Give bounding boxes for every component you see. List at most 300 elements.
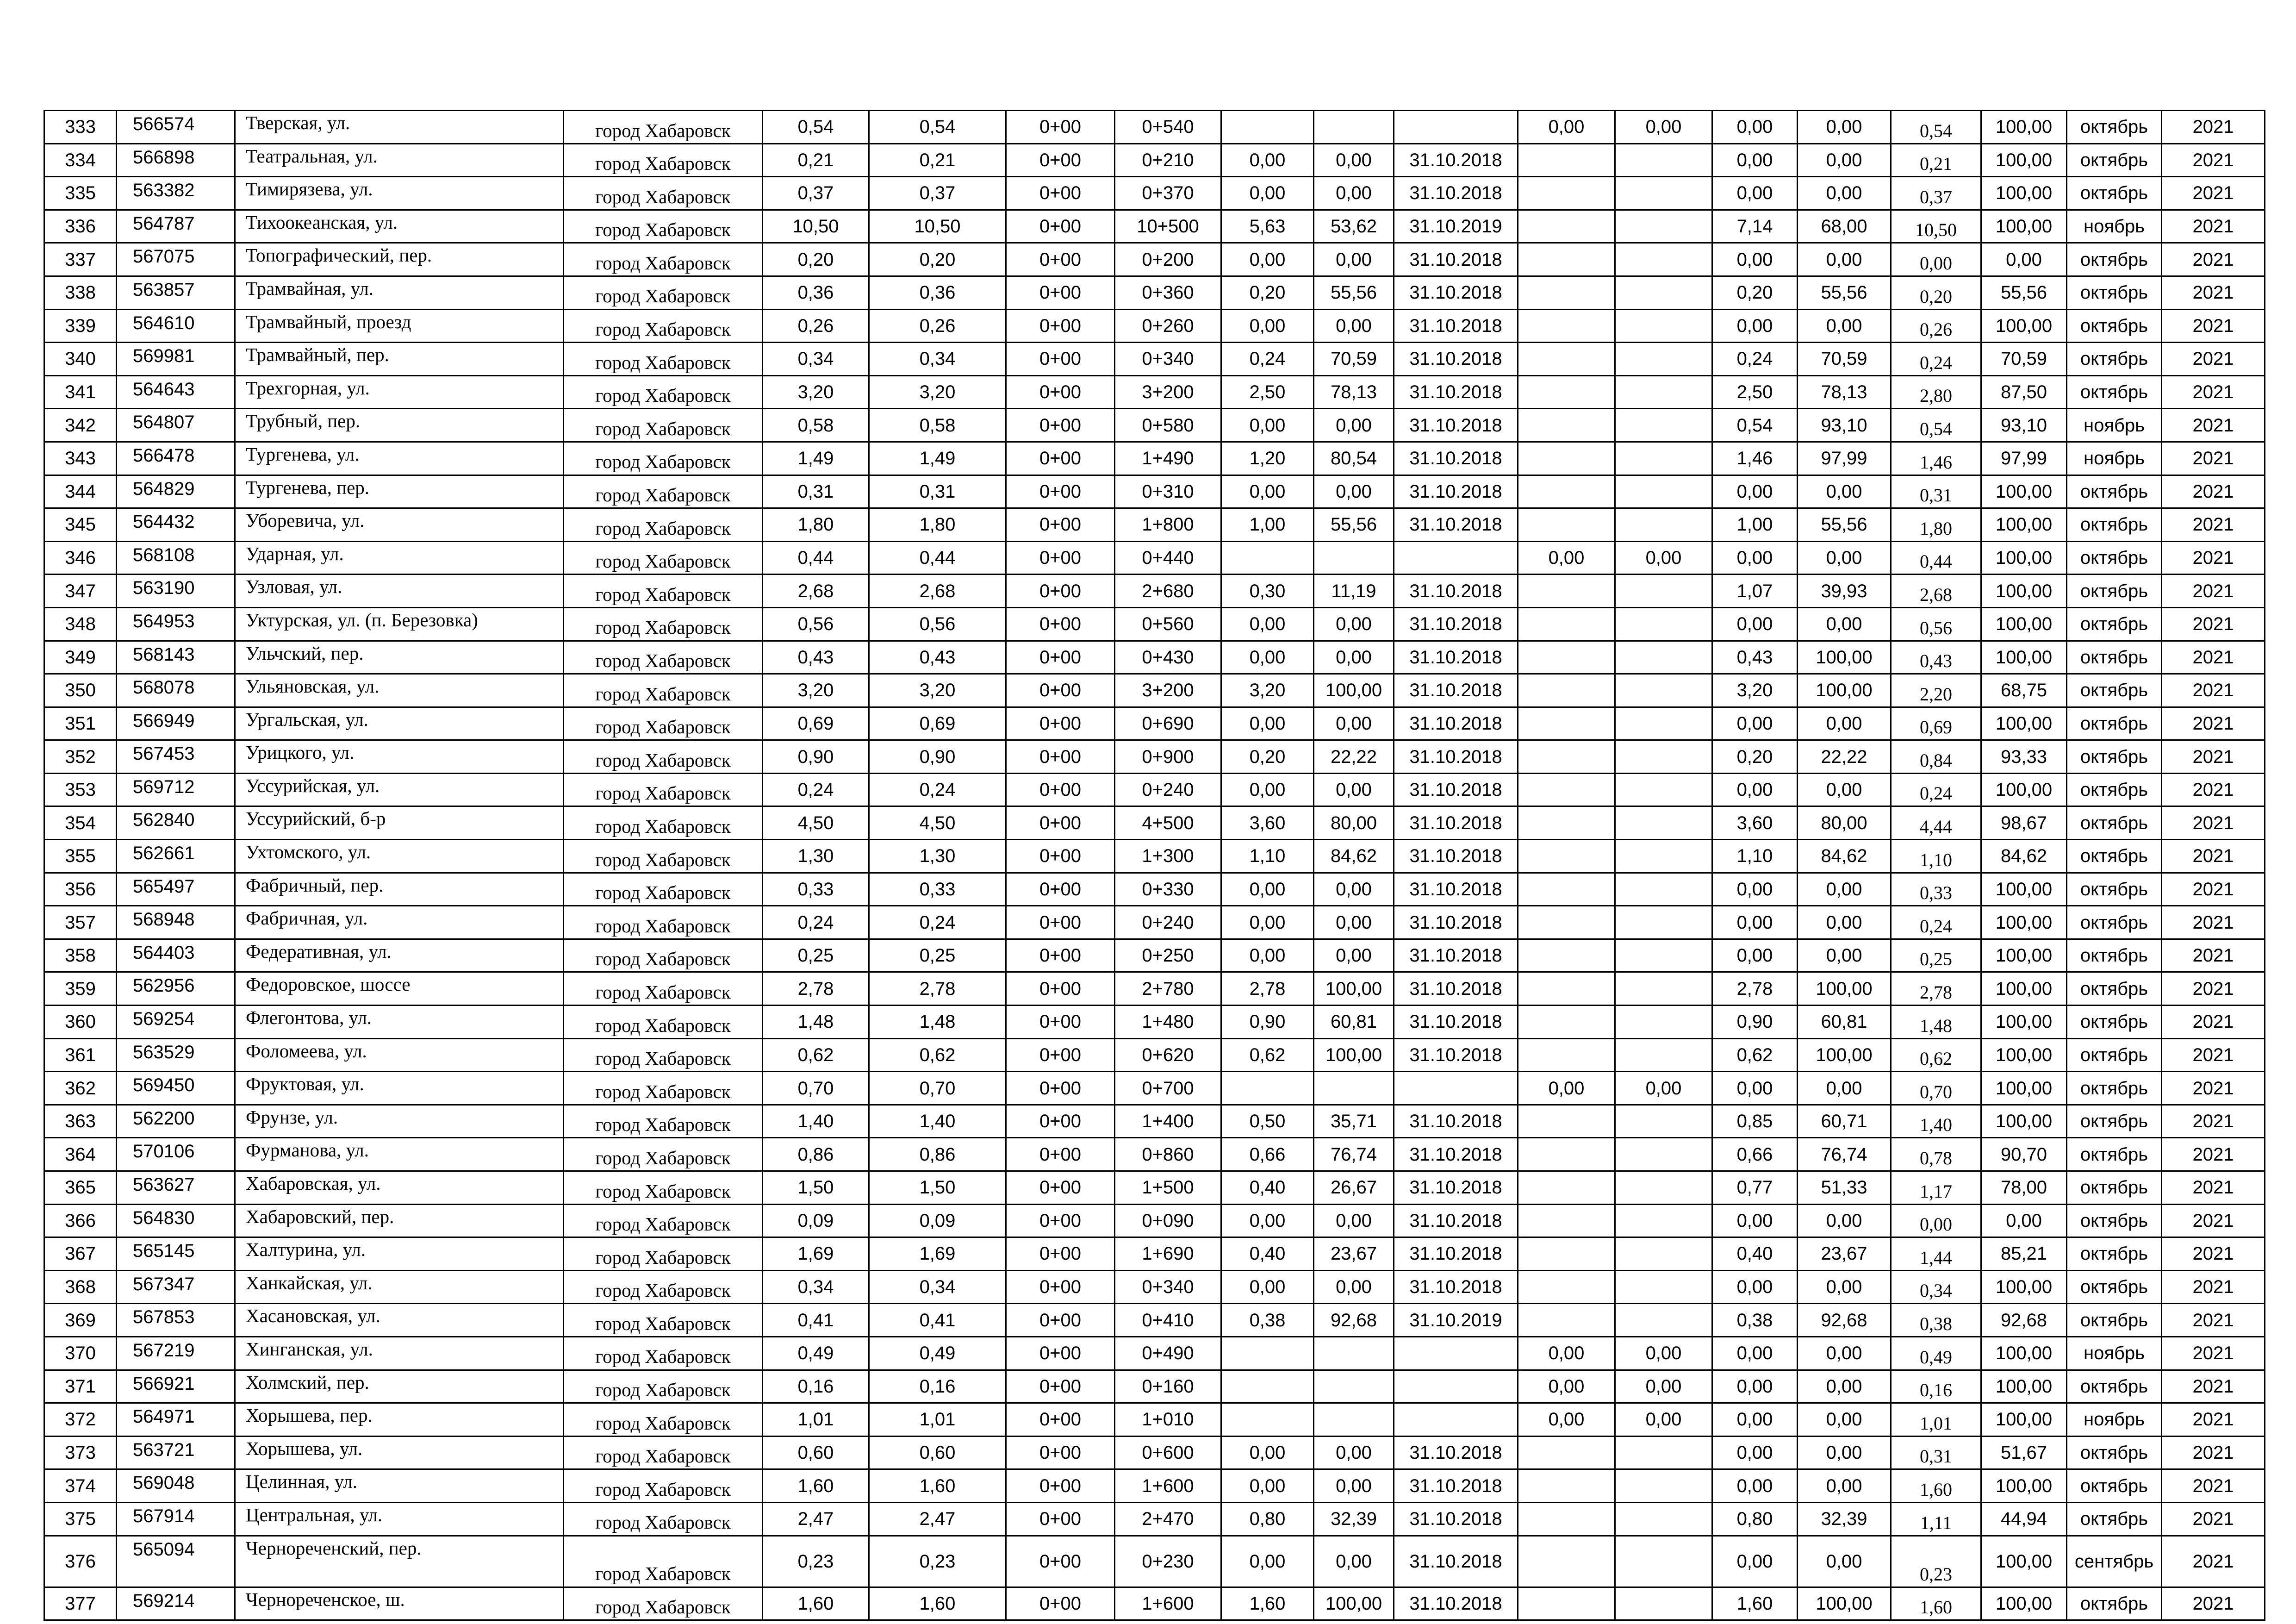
cell-row-number: 370: [44, 1337, 117, 1370]
cell-value-l: 0,00: [1518, 1403, 1615, 1437]
table-row: [44, 508, 2265, 542]
cell-value-m: [1615, 1304, 1712, 1337]
table-row: [44, 641, 2265, 674]
cell-value-p: 2,78: [1891, 972, 1981, 1006]
cell-percent-j: 100,00: [1314, 1038, 1394, 1072]
cell-road-id: 568948: [117, 906, 235, 939]
cell-month: октябрь: [2067, 773, 2162, 806]
cell-road-id: 564953: [117, 607, 235, 641]
cell-year: 2021: [2162, 1072, 2265, 1105]
cell-percent-q: 100,00: [1981, 1337, 2067, 1370]
cell-percent-q: 93,10: [1981, 409, 2067, 442]
cell-percent-q: 100,00: [1981, 541, 2067, 575]
cell-city: город Хабаровск: [564, 177, 763, 210]
cell-total-length: 10,50: [763, 210, 869, 243]
cell-year: 2021: [2162, 243, 2265, 276]
cell-city: город Хабаровск: [564, 873, 763, 906]
cell-value-m: [1615, 144, 1712, 177]
cell-end-km: 0+160: [1115, 1370, 1221, 1403]
cell-month: октябрь: [2067, 972, 2162, 1006]
cell-month: октябрь: [2067, 1502, 2162, 1536]
cell-date-k: [1394, 111, 1518, 144]
cell-end-km: 2+780: [1115, 972, 1221, 1006]
cell-value-m: [1615, 707, 1712, 740]
cell-end-km: 0+240: [1115, 773, 1221, 806]
cell-value-n: 0,00: [1712, 1436, 1798, 1469]
cell-percent-q: 100,00: [1981, 1072, 2067, 1105]
cell-value-i: 2,50: [1221, 375, 1314, 409]
cell-value-p: 0,84: [1891, 740, 1981, 774]
cell-date-k: 31.10.2018: [1394, 972, 1518, 1006]
cell-length-b: 0,36: [869, 276, 1006, 309]
cell-year: 2021: [2162, 1204, 2265, 1237]
cell-city: город Хабаровск: [564, 1038, 763, 1072]
cell-total-length: 2,47: [763, 1502, 869, 1536]
cell-percent-o: 32,39: [1798, 1502, 1891, 1536]
cell-value-l: [1518, 740, 1615, 774]
cell-date-k: 31.10.2018: [1394, 375, 1518, 409]
cell-row-number: 374: [44, 1469, 117, 1503]
cell-value-n: 1,00: [1712, 508, 1798, 542]
cell-month: октябрь: [2067, 873, 2162, 906]
cell-value-m: 0,00: [1615, 1072, 1712, 1105]
cell-row-number: 339: [44, 309, 117, 343]
table-row: [44, 1587, 2265, 1620]
cell-value-p: 0,16: [1891, 1370, 1981, 1403]
cell-year: 2021: [2162, 111, 2265, 144]
cell-month: октябрь: [2067, 607, 2162, 641]
cell-percent-j: 53,62: [1314, 210, 1394, 243]
cell-percent-j: 0,00: [1314, 243, 1394, 276]
cell-value-n: 1,46: [1712, 442, 1798, 475]
cell-value-p: 0,56: [1891, 607, 1981, 641]
cell-value-m: [1615, 674, 1712, 707]
cell-year: 2021: [2162, 806, 2265, 840]
cell-percent-o: 68,00: [1798, 210, 1891, 243]
cell-value-l: [1518, 1469, 1615, 1503]
cell-month: ноябрь: [2067, 409, 2162, 442]
cell-value-m: [1615, 740, 1712, 774]
cell-value-l: [1518, 508, 1615, 542]
cell-value-n: 0,00: [1712, 1204, 1798, 1237]
cell-length-b: 0,62: [869, 1038, 1006, 1072]
cell-length-b: 1,49: [869, 442, 1006, 475]
cell-street-name: Чернореченский, пер.: [235, 1536, 564, 1587]
cell-row-number: 345: [44, 508, 117, 542]
cell-road-id: 567347: [117, 1270, 235, 1304]
cell-month: ноябрь: [2067, 1403, 2162, 1437]
cell-month: ноябрь: [2067, 442, 2162, 475]
cell-value-i: 0,00: [1221, 309, 1314, 343]
cell-percent-q: 100,00: [1981, 210, 2067, 243]
table-row: [44, 1105, 2265, 1138]
cell-percent-q: 68,75: [1981, 674, 2067, 707]
cell-year: 2021: [2162, 1469, 2265, 1503]
cell-value-l: [1518, 442, 1615, 475]
cell-value-i: [1221, 541, 1314, 575]
cell-city: город Хабаровск: [564, 243, 763, 276]
cell-value-n: 0,00: [1712, 906, 1798, 939]
cell-year: 2021: [2162, 343, 2265, 376]
cell-value-p: 1,48: [1891, 1006, 1981, 1039]
cell-street-name: Чернореченское, ш.: [235, 1587, 564, 1620]
cell-value-m: [1615, 840, 1712, 873]
cell-city: город Хабаровск: [564, 1072, 763, 1105]
cell-road-id: 569048: [117, 1469, 235, 1503]
cell-length-b: 0,69: [869, 707, 1006, 740]
cell-row-number: 360: [44, 1006, 117, 1039]
cell-year: 2021: [2162, 1006, 2265, 1039]
cell-row-number: 357: [44, 906, 117, 939]
cell-value-n: 0,00: [1712, 177, 1798, 210]
cell-row-number: 353: [44, 773, 117, 806]
cell-value-m: [1615, 575, 1712, 608]
cell-road-id: 569214: [117, 1587, 235, 1620]
cell-percent-o: 0,00: [1798, 607, 1891, 641]
cell-city: город Хабаровск: [564, 740, 763, 774]
cell-road-id: 563721: [117, 1436, 235, 1469]
cell-start-km: 0+00: [1006, 541, 1115, 575]
cell-value-p: 0,69: [1891, 707, 1981, 740]
cell-value-l: [1518, 1171, 1615, 1205]
cell-month: сентябрь: [2067, 1536, 2162, 1587]
cell-month: октябрь: [2067, 1171, 2162, 1205]
cell-row-number: 337: [44, 243, 117, 276]
cell-percent-j: [1314, 1072, 1394, 1105]
cell-value-m: [1615, 409, 1712, 442]
cell-month: октябрь: [2067, 1138, 2162, 1171]
cell-length-b: 0,41: [869, 1304, 1006, 1337]
table-row: [44, 939, 2265, 972]
cell-city: город Хабаровск: [564, 1105, 763, 1138]
table-row: [44, 177, 2265, 210]
cell-value-l: [1518, 1138, 1615, 1171]
cell-row-number: 376: [44, 1536, 117, 1587]
cell-value-p: 0,31: [1891, 475, 1981, 508]
cell-start-km: 0+00: [1006, 1502, 1115, 1536]
cell-value-m: [1615, 1436, 1712, 1469]
cell-value-i: 0,00: [1221, 873, 1314, 906]
cell-percent-q: 97,99: [1981, 442, 2067, 475]
cell-length-b: 1,01: [869, 1403, 1006, 1437]
cell-value-i: [1221, 1072, 1314, 1105]
cell-value-p: 2,20: [1891, 674, 1981, 707]
cell-end-km: 0+620: [1115, 1038, 1221, 1072]
cell-value-l: [1518, 707, 1615, 740]
cell-percent-q: 44,94: [1981, 1502, 2067, 1536]
cell-value-i: 0,00: [1221, 641, 1314, 674]
cell-row-number: 336: [44, 210, 117, 243]
cell-start-km: 0+00: [1006, 707, 1115, 740]
table-row: [44, 707, 2265, 740]
cell-value-i: [1221, 1370, 1314, 1403]
cell-value-m: 0,00: [1615, 541, 1712, 575]
cell-value-m: [1615, 375, 1712, 409]
cell-month: октябрь: [2067, 1370, 2162, 1403]
cell-total-length: 0,69: [763, 707, 869, 740]
cell-length-b: 1,69: [869, 1237, 1006, 1271]
cell-percent-q: 100,00: [1981, 1370, 2067, 1403]
cell-value-p: 0,31: [1891, 1436, 1981, 1469]
cell-date-k: 31.10.2018: [1394, 1138, 1518, 1171]
table-row: [44, 806, 2265, 840]
cell-total-length: 0,41: [763, 1304, 869, 1337]
table-row: [44, 575, 2265, 608]
cell-value-m: [1615, 276, 1712, 309]
cell-city: город Хабаровск: [564, 144, 763, 177]
cell-date-k: 31.10.2018: [1394, 343, 1518, 376]
cell-city: город Хабаровск: [564, 939, 763, 972]
cell-start-km: 0+00: [1006, 1403, 1115, 1437]
cell-length-b: 0,56: [869, 607, 1006, 641]
cell-length-b: 0,90: [869, 740, 1006, 774]
cell-value-i: 5,63: [1221, 210, 1314, 243]
cell-length-b: 2,78: [869, 972, 1006, 1006]
cell-value-m: 0,00: [1615, 1403, 1712, 1437]
cell-date-k: [1394, 1337, 1518, 1370]
table-row: [44, 1138, 2265, 1171]
cell-street-name: Фабричная, ул.: [235, 906, 564, 939]
cell-value-l: 0,00: [1518, 1370, 1615, 1403]
cell-value-n: 0,24: [1712, 343, 1798, 376]
cell-value-l: [1518, 276, 1615, 309]
cell-city: город Хабаровск: [564, 641, 763, 674]
cell-percent-q: 100,00: [1981, 475, 2067, 508]
cell-value-m: [1615, 607, 1712, 641]
cell-value-p: 0,23: [1891, 1536, 1981, 1587]
cell-start-km: 0+00: [1006, 1587, 1115, 1620]
cell-row-number: 363: [44, 1105, 117, 1138]
cell-total-length: 0,43: [763, 641, 869, 674]
cell-value-n: 3,20: [1712, 674, 1798, 707]
cell-value-p: 1,46: [1891, 442, 1981, 475]
cell-total-length: 0,24: [763, 773, 869, 806]
table-row: [44, 1370, 2265, 1403]
table-row: [44, 111, 2265, 144]
cell-length-b: 0,25: [869, 939, 1006, 972]
cell-year: 2021: [2162, 442, 2265, 475]
cell-value-i: 0,66: [1221, 1138, 1314, 1171]
cell-start-km: 0+00: [1006, 607, 1115, 641]
cell-length-b: 3,20: [869, 674, 1006, 707]
cell-value-l: [1518, 1105, 1615, 1138]
cell-value-i: 0,62: [1221, 1038, 1314, 1072]
cell-percent-o: 60,81: [1798, 1006, 1891, 1039]
cell-year: 2021: [2162, 575, 2265, 608]
cell-end-km: 0+370: [1115, 177, 1221, 210]
cell-total-length: 0,36: [763, 276, 869, 309]
cell-date-k: [1394, 541, 1518, 575]
cell-length-b: 4,50: [869, 806, 1006, 840]
cell-value-n: 0,38: [1712, 1304, 1798, 1337]
cell-street-name: Тимирязева, ул.: [235, 177, 564, 210]
cell-value-n: 0,00: [1712, 1536, 1798, 1587]
cell-street-name: Трамвайный, пер.: [235, 343, 564, 376]
cell-percent-o: 55,56: [1798, 508, 1891, 542]
cell-row-number: 343: [44, 442, 117, 475]
cell-percent-q: 100,00: [1981, 1403, 2067, 1437]
cell-start-km: 0+00: [1006, 641, 1115, 674]
cell-street-name: Флегонтова, ул.: [235, 1006, 564, 1039]
cell-length-b: 1,60: [869, 1587, 1006, 1620]
cell-city: город Хабаровск: [564, 1436, 763, 1469]
cell-percent-o: 0,00: [1798, 541, 1891, 575]
cell-street-name: Хорышева, ул.: [235, 1436, 564, 1469]
cell-length-b: 2,47: [869, 1502, 1006, 1536]
cell-year: 2021: [2162, 873, 2265, 906]
table-row: [44, 906, 2265, 939]
cell-value-n: 0,00: [1712, 475, 1798, 508]
cell-value-l: [1518, 575, 1615, 608]
cell-date-k: 31.10.2018: [1394, 806, 1518, 840]
cell-road-id: 568143: [117, 641, 235, 674]
cell-start-km: 0+00: [1006, 475, 1115, 508]
cell-total-length: 0,37: [763, 177, 869, 210]
cell-percent-q: 87,50: [1981, 375, 2067, 409]
cell-month: ноябрь: [2067, 210, 2162, 243]
cell-end-km: 0+330: [1115, 873, 1221, 906]
cell-value-n: 0,00: [1712, 144, 1798, 177]
cell-value-l: [1518, 1502, 1615, 1536]
cell-percent-q: 100,00: [1981, 309, 2067, 343]
cell-percent-q: 100,00: [1981, 1105, 2067, 1138]
cell-date-k: 31.10.2018: [1394, 939, 1518, 972]
cell-year: 2021: [2162, 1237, 2265, 1271]
cell-month: октябрь: [2067, 1006, 2162, 1039]
cell-percent-o: 0,00: [1798, 309, 1891, 343]
cell-value-n: 0,40: [1712, 1237, 1798, 1271]
cell-percent-j: 0,00: [1314, 309, 1394, 343]
cell-value-l: [1518, 375, 1615, 409]
cell-value-p: 0,00: [1891, 243, 1981, 276]
cell-percent-j: 0,00: [1314, 1270, 1394, 1304]
cell-value-n: 2,50: [1712, 375, 1798, 409]
cell-start-km: 0+00: [1006, 1536, 1115, 1587]
cell-street-name: Ударная, ул.: [235, 541, 564, 575]
cell-row-number: 346: [44, 541, 117, 575]
cell-percent-o: 100,00: [1798, 1038, 1891, 1072]
cell-value-m: [1615, 1469, 1712, 1503]
cell-date-k: [1394, 1403, 1518, 1437]
cell-year: 2021: [2162, 972, 2265, 1006]
cell-percent-o: 80,00: [1798, 806, 1891, 840]
cell-length-b: 1,30: [869, 840, 1006, 873]
cell-road-id: 565145: [117, 1237, 235, 1271]
cell-city: город Хабаровск: [564, 607, 763, 641]
cell-percent-o: 100,00: [1798, 1587, 1891, 1620]
table-row: [44, 740, 2265, 774]
cell-road-id: 565497: [117, 873, 235, 906]
cell-row-number: 351: [44, 707, 117, 740]
cell-value-i: 0,38: [1221, 1304, 1314, 1337]
cell-road-id: 565094: [117, 1536, 235, 1587]
table-row: [44, 1204, 2265, 1237]
cell-length-b: 0,33: [869, 873, 1006, 906]
cell-date-k: 31.10.2018: [1394, 674, 1518, 707]
cell-end-km: 0+250: [1115, 939, 1221, 972]
cell-city: город Хабаровск: [564, 1204, 763, 1237]
cell-value-l: [1518, 873, 1615, 906]
cell-road-id: 563190: [117, 575, 235, 608]
cell-value-n: 0,00: [1712, 1270, 1798, 1304]
cell-city: город Хабаровск: [564, 210, 763, 243]
cell-value-p: 1,80: [1891, 508, 1981, 542]
cell-value-l: [1518, 177, 1615, 210]
cell-value-m: [1615, 1502, 1712, 1536]
cell-percent-o: 0,00: [1798, 1204, 1891, 1237]
cell-month: октябрь: [2067, 541, 2162, 575]
cell-row-number: 362: [44, 1072, 117, 1105]
cell-percent-q: 90,70: [1981, 1138, 2067, 1171]
cell-value-p: 0,54: [1891, 111, 1981, 144]
cell-value-m: [1615, 972, 1712, 1006]
cell-date-k: 31.10.2018: [1394, 1469, 1518, 1503]
cell-street-name: Ульчский, пер.: [235, 641, 564, 674]
cell-end-km: 0+690: [1115, 707, 1221, 740]
table-row: [44, 309, 2265, 343]
cell-start-km: 0+00: [1006, 144, 1115, 177]
cell-value-n: 0,20: [1712, 740, 1798, 774]
cell-city: город Хабаровск: [564, 1587, 763, 1620]
cell-end-km: 2+470: [1115, 1502, 1221, 1536]
cell-length-b: 0,70: [869, 1072, 1006, 1105]
cell-value-n: 0,62: [1712, 1038, 1798, 1072]
cell-total-length: 0,58: [763, 409, 869, 442]
cell-row-number: 352: [44, 740, 117, 774]
cell-end-km: 0+340: [1115, 1270, 1221, 1304]
table-row: [44, 1403, 2265, 1437]
cell-start-km: 0+00: [1006, 906, 1115, 939]
cell-city: город Хабаровск: [564, 840, 763, 873]
cell-start-km: 0+00: [1006, 740, 1115, 774]
cell-total-length: 0,26: [763, 309, 869, 343]
cell-value-l: 0,00: [1518, 1072, 1615, 1105]
cell-percent-q: 84,62: [1981, 840, 2067, 873]
cell-year: 2021: [2162, 1038, 2265, 1072]
cell-percent-q: 100,00: [1981, 1536, 2067, 1587]
cell-value-p: 0,33: [1891, 873, 1981, 906]
cell-street-name: Фурманова, ул.: [235, 1138, 564, 1171]
cell-percent-j: 0,00: [1314, 1536, 1394, 1587]
cell-percent-o: 0,00: [1798, 475, 1891, 508]
cell-value-m: [1615, 1536, 1712, 1587]
cell-month: октябрь: [2067, 1038, 2162, 1072]
cell-percent-j: 0,00: [1314, 707, 1394, 740]
cell-street-name: Хабаровский, пер.: [235, 1204, 564, 1237]
cell-length-b: 1,60: [869, 1469, 1006, 1503]
cell-street-name: Тургенева, ул.: [235, 442, 564, 475]
cell-date-k: 31.10.2018: [1394, 475, 1518, 508]
cell-end-km: 0+240: [1115, 906, 1221, 939]
cell-percent-j: 80,00: [1314, 806, 1394, 840]
table-row: [44, 1536, 2265, 1587]
table-row: [44, 375, 2265, 409]
cell-road-id: 567914: [117, 1502, 235, 1536]
cell-road-id: 566949: [117, 707, 235, 740]
cell-total-length: 1,80: [763, 508, 869, 542]
cell-month: октябрь: [2067, 1436, 2162, 1469]
table-row: [44, 1502, 2265, 1536]
cell-year: 2021: [2162, 1270, 2265, 1304]
cell-value-n: 0,00: [1712, 773, 1798, 806]
cell-street-name: Уссурийская, ул.: [235, 773, 564, 806]
cell-total-length: 1,48: [763, 1006, 869, 1039]
cell-total-length: 0,44: [763, 541, 869, 575]
cell-percent-j: 84,62: [1314, 840, 1394, 873]
cell-length-b: 10,50: [869, 210, 1006, 243]
cell-end-km: 1+800: [1115, 508, 1221, 542]
cell-end-km: 3+200: [1115, 674, 1221, 707]
